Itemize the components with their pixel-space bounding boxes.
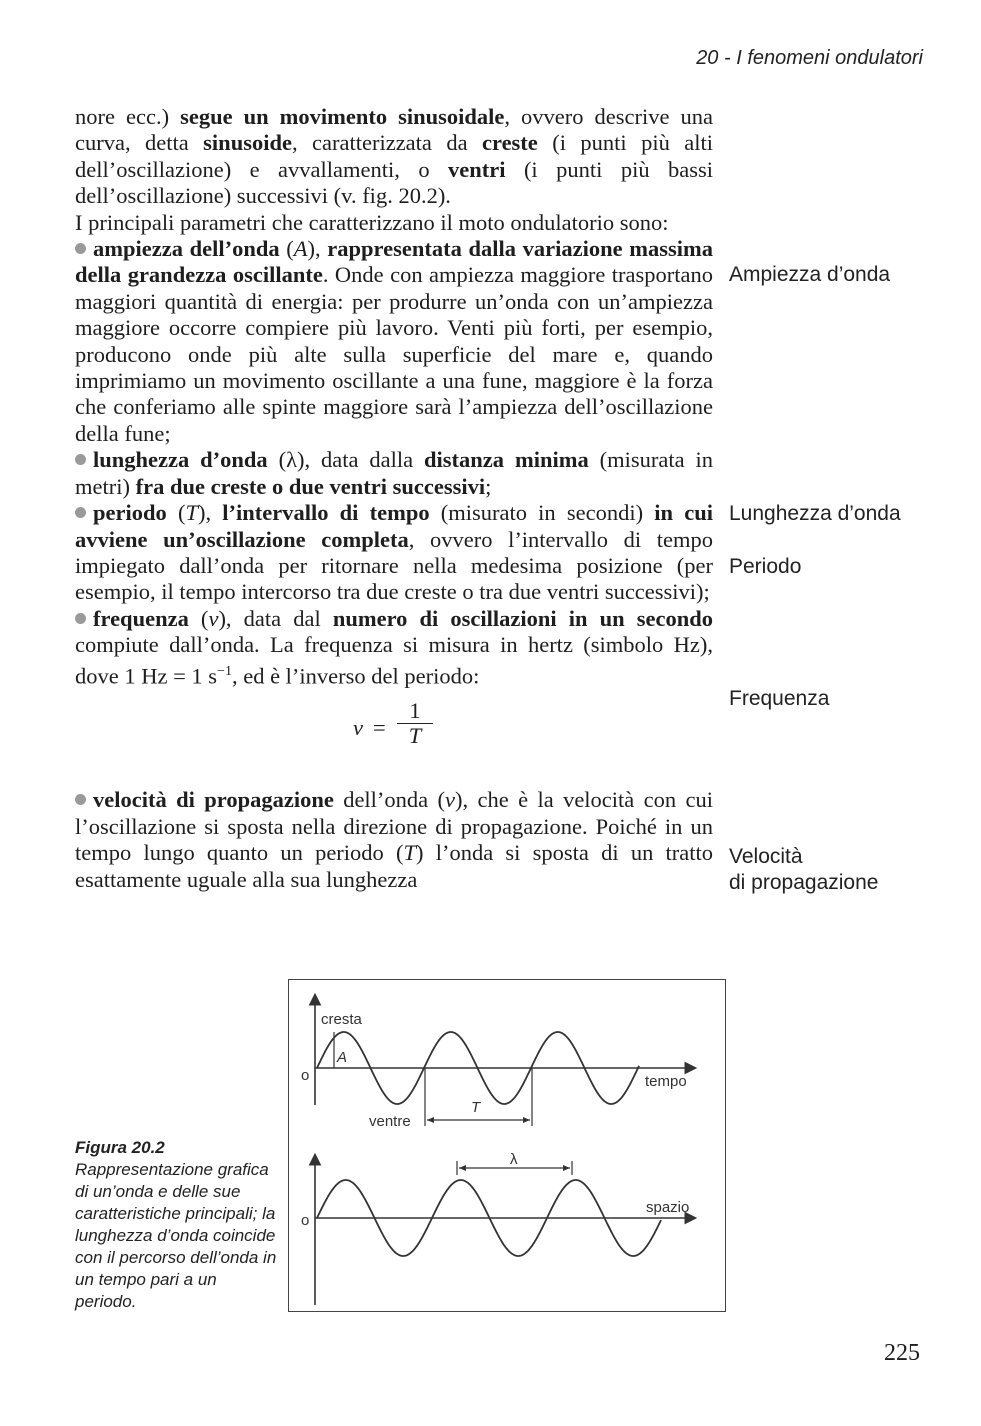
- margin-note-frequency: Frequenza: [729, 687, 830, 710]
- bottom-origin-label: o: [301, 1212, 310, 1229]
- item-wavelength: lunghezza d’onda (λ), data dalla distanza minima (misurata in metri) fra due creste o due ventri successivi;: [75, 447, 713, 499]
- paragraph-intro: nore ecc.) segue un movimento sinusoidale, ovvero descrive una curva, detta sinusoide, caratterizzata da creste (i punti più alti dell’oscillazione) e avvallamenti, o ventri (i punti più bassi dell’oscillazione) successivi (v. fig. 20.2).: [75, 104, 714, 209]
- bullet-icon: [75, 243, 86, 254]
- item-period: periodo (T), l’intervallo di tempo (misurato in secondi) in cui avviene un’oscillazione completa, ovvero l’intervallo di tempo impiegato dall’onda per ritornare nella medesima posizione (per esempio, il tempo intercorso tra due creste o tra due ventri successivi);: [75, 500, 714, 605]
- wavelength-label: λ: [510, 1151, 518, 1168]
- formula-denominator: T: [408, 723, 422, 749]
- page-number: 225: [884, 1340, 920, 1366]
- margin-note-period: Periodo: [729, 555, 802, 578]
- item-amplitude: ampiezza dell’onda (A), rappresentata dalla variazione massima della grandezza oscillante. Onde con ampiezza maggiore trasportano maggiori quantità di energia: per produrre un’onda con un’ampiezza maggiore occorre compiere più lavoro. Venti più forti, per esempio, producono onde più alte sulla superficie del mare e, quando imprimiamo un movimento oscillante a una fune, maggiore è la forza che conferiamo alle spinte maggiore sarà l’ampiezza dell’oscillazione della fune;: [75, 236, 713, 446]
- bullet-icon: [75, 794, 86, 805]
- caption-title: Figura 20.2: [75, 1138, 165, 1157]
- trough-label: ventre: [369, 1113, 411, 1130]
- frequency-formula: [75, 695, 713, 769]
- running-head: 20 - I fenomeni ondulatori: [696, 47, 923, 69]
- formula-equals: =: [373, 715, 386, 741]
- paragraph-parameters: I principali parametri che caratterizzano il moto ondulatorio sono:: [75, 209, 669, 235]
- crest-label: cresta: [321, 1011, 362, 1028]
- bullet-icon: [75, 454, 86, 465]
- wave-diagram: [289, 980, 727, 1313]
- wave-figure: [288, 979, 726, 1312]
- margin-note-wavelength: Lunghezza d’onda: [729, 502, 901, 525]
- space-axis-label: spazio: [646, 1199, 690, 1216]
- bullet-icon: [75, 507, 86, 518]
- caption-text: Rappresentazione grafica di un’onda e delle sue caratteristiche principali; la lunghezza d’onda coincide con il percorso dell’onda in un tempo pari a un periodo.: [75, 1160, 277, 1311]
- item-velocity: velocità di propagazione dell’onda (v), che è la velocità con cui l’oscillazione si sposta nella direzione di propagazione. Poiché in un tempo lungo quanto un periodo (T) l’onda si sposta di un tratto esattamente uguale alla sua lunghezza: [75, 787, 714, 892]
- formula-numerator: 1: [397, 699, 433, 724]
- period-label: T: [471, 1099, 481, 1116]
- amplitude-label: A: [337, 1049, 348, 1066]
- body-text: [75, 104, 713, 893]
- formula-lhs: ν: [353, 715, 363, 741]
- time-axis-label: tempo: [645, 1073, 687, 1090]
- margin-note-amplitude: Ampiezza d’onda: [729, 263, 891, 286]
- bullet-icon: [75, 613, 86, 624]
- item-frequency: frequenza (ν), data dal numero di oscillazioni in un secondo compiute dall’onda. La frequenza si misura in hertz (simbolo Hz), dove 1 Hz = 1 $s^{-1}$, ed è l’inverso del periodo:: [75, 605, 713, 689]
- top-origin-label: o: [301, 1067, 310, 1084]
- figure-caption: [75, 1137, 280, 1313]
- formula-fraction: [397, 699, 433, 748]
- margin-note-velocity: Velocità di propagazione: [729, 845, 879, 894]
